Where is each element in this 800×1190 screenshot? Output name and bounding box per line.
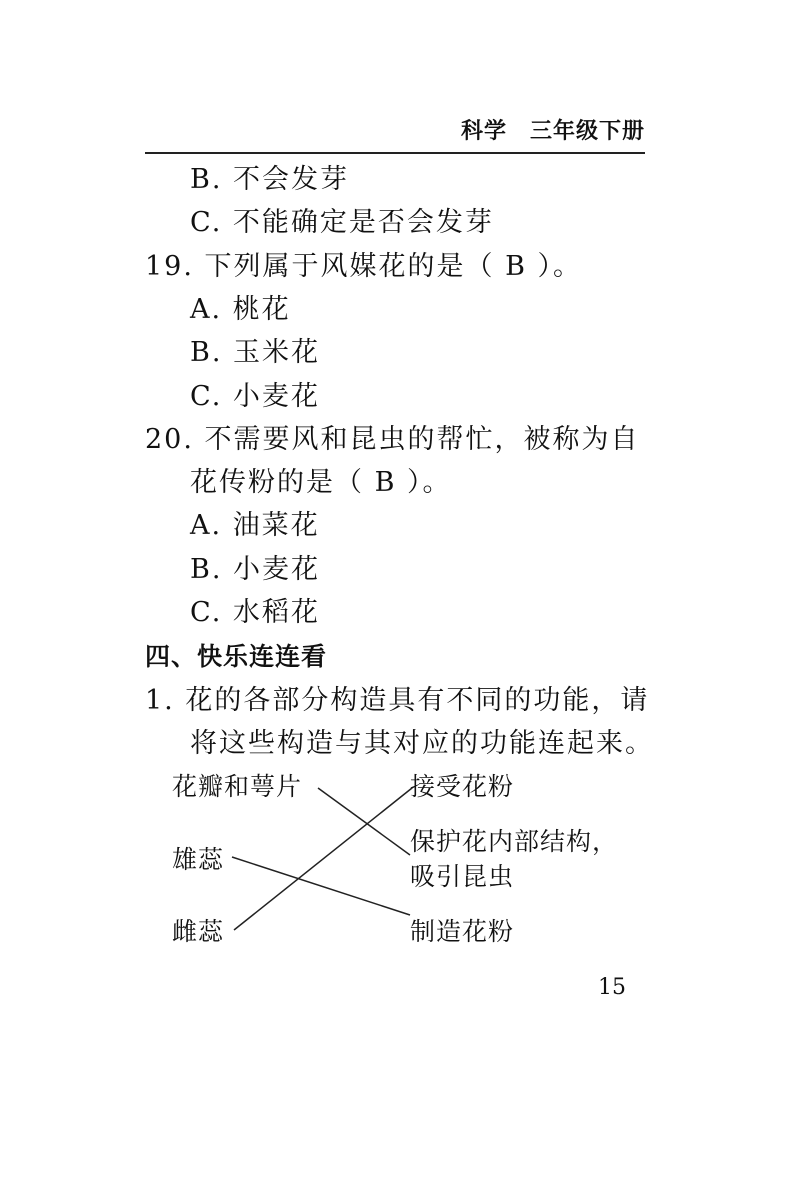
match-left-stamen: 雄蕊 [172,845,225,874]
q19-option-b: B. 玉米花 [190,337,321,368]
q19-option-a: A. 桃花 [190,294,291,325]
q18-option-c: C. 不能确定是否会发芽 [190,207,494,238]
q19-option-c: C. 小麦花 [190,381,320,412]
section-title: 四、快乐连连看 [145,642,328,671]
match-right-protect-line2: 吸引昆虫 [410,862,515,891]
q20-stem-line2: 花传粉的是（ B ）。 [190,467,452,498]
match-stem-line2: 将这些构造与其对应的功能连起来。 [190,728,654,759]
match-right-receive-pollen: 接受花粉 [410,772,515,801]
match-line-petals-to-protect [318,788,410,855]
q19-stem: 19. 下列属于风媒花的是（ B ）。 [145,251,583,282]
q20-stem-line1: 20. 不需要风和昆虫的帮忙，被称为自 [145,424,640,455]
q20-option-a: A. 油菜花 [190,510,320,541]
q18-option-b: B. 不会发芽 [190,164,350,195]
match-stem-line1: 1. 花的各部分构造具有不同的功能，请 [145,685,650,716]
match-left-pistil: 雌蕊 [172,917,225,946]
page-number: 15 [598,975,626,1000]
match-line-stamen-to-make-pollen [232,857,410,915]
q20-option-c: C. 水稻花 [190,597,320,628]
header-title: 科学 三年级下册 [460,119,645,144]
q20-option-b: B. 小麦花 [190,554,321,585]
match-right-protect-line1: 保护花内部结构， [410,827,619,856]
match-left-petals-sepals: 花瓣和萼片 [172,772,303,801]
match-line-pistil-to-receive-pollen [234,788,412,930]
match-right-make-pollen: 制造花粉 [410,917,515,946]
